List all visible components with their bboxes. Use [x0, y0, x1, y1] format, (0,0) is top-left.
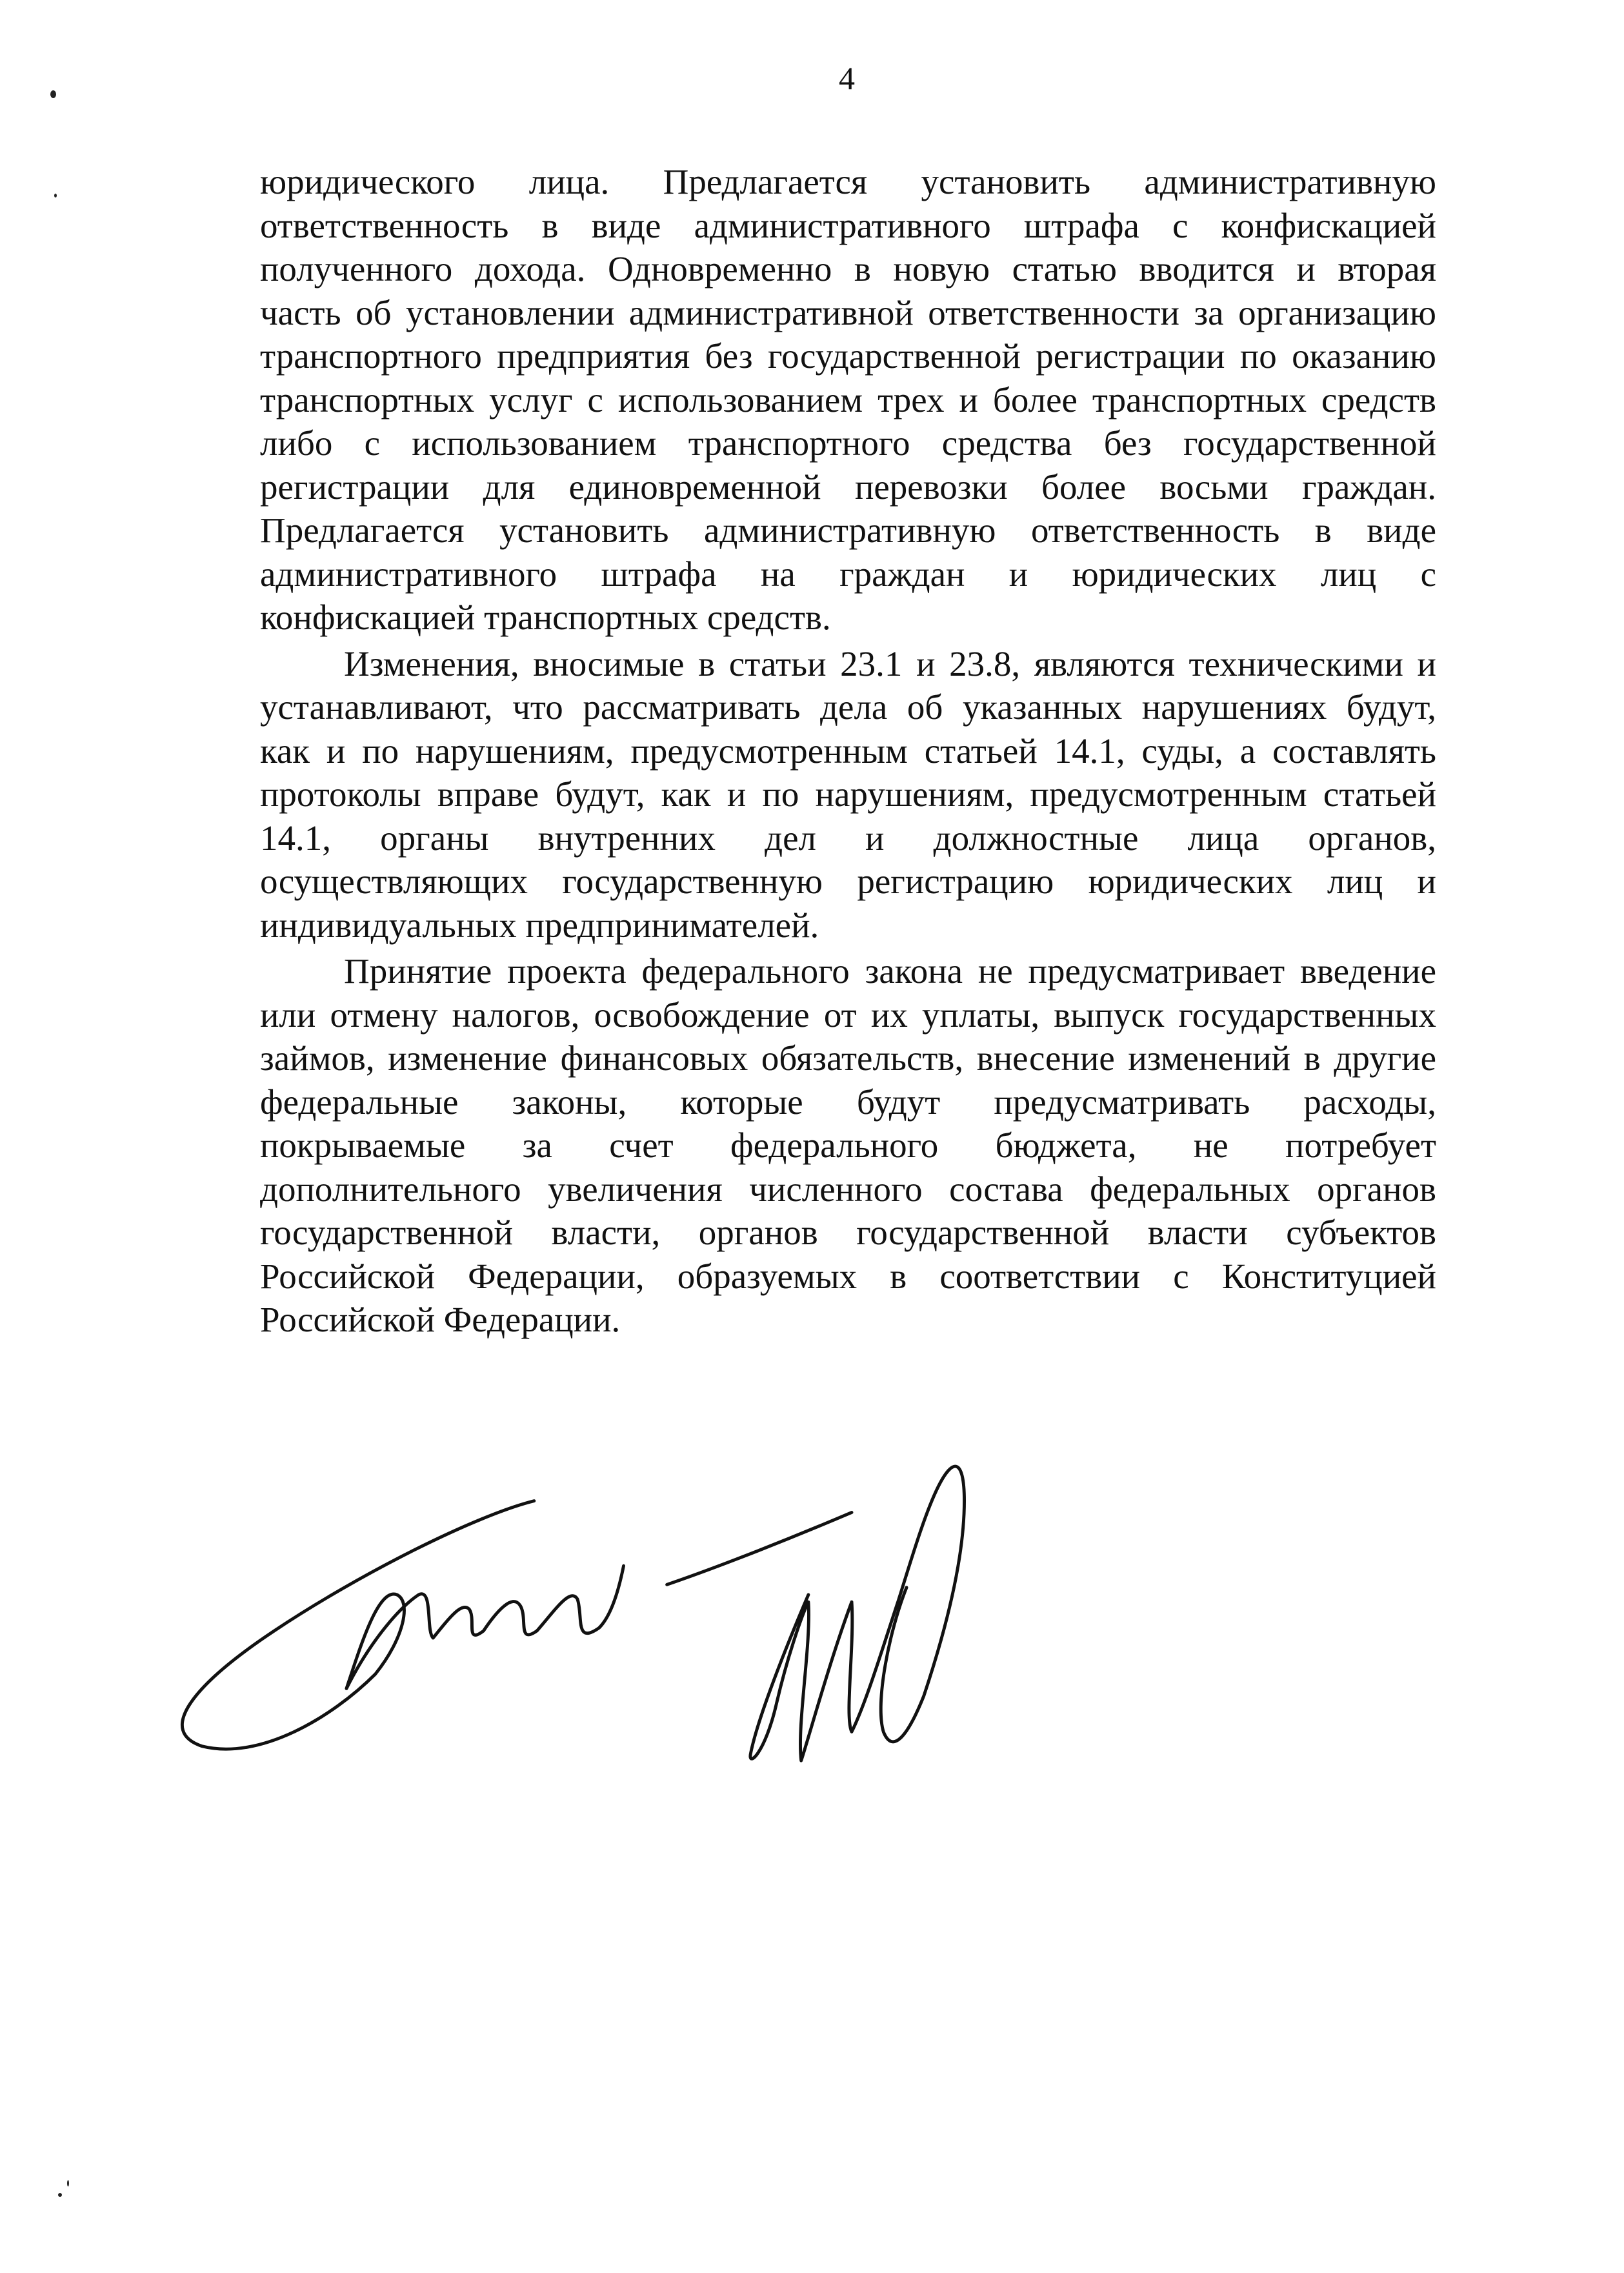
- text-line: как и по нарушениям, предусмотренным статьей 14.1, суды, а составлять: [260, 731, 1436, 771]
- text-line: осуществляющих государственную регистрацию юридических лиц и: [260, 862, 1436, 901]
- paragraph: [260, 642, 1436, 947]
- text-line: протоколы вправе будут, как и по нарушениям, предусмотренным статьей: [260, 774, 1436, 814]
- page-number: 4: [839, 60, 855, 96]
- text-line: регистрации для единовременной перевозки более восьми граждан.: [260, 467, 1436, 507]
- text-line: либо с использованием транспортного средства без государственной: [260, 423, 1436, 463]
- scan-speck: [58, 2193, 62, 2197]
- scan-speck: [50, 90, 56, 98]
- paragraph: [260, 949, 1436, 1342]
- text-line: Изменения, вносимые в статьи 23.1 и 23.8, являются техническими и: [344, 643, 1436, 683]
- text-line: Российской Федерации.: [260, 1300, 621, 1339]
- text-line: покрываемые за счет федерального бюджета, не потребует: [260, 1126, 1436, 1165]
- signature-stroke-right: [750, 1466, 965, 1761]
- scan-speck: [67, 2180, 69, 2187]
- text-line: Принятие проекта федерального закона не предусматривает введение: [344, 951, 1436, 991]
- text-line: полученного дохода. Одновременно в новую статью вводится и вторая: [260, 249, 1436, 288]
- text-line: или отмену налогов, освобождение от их уплаты, выпуск государственных: [260, 995, 1436, 1035]
- text-line: устанавливают, что рассматривать дела об указанных нарушениях будут,: [260, 687, 1436, 727]
- text-line: займов, изменение финансовых обязательств, внесение изменений в другие: [260, 1038, 1436, 1078]
- scan-speck: [54, 194, 57, 197]
- text-line: Предлагается установить административную ответственность в виде: [260, 510, 1436, 550]
- text-line: транспортного предприятия без государственной регистрации по оказанию: [260, 336, 1436, 376]
- text-line: государственной власти, органов государственной власти субъектов: [260, 1213, 1436, 1252]
- text-line: Российской Федерации, образуемых в соответствии с Конституцией: [260, 1256, 1436, 1296]
- text-line: индивидуальных предпринимателей.: [260, 905, 819, 945]
- text-line: 14.1, органы внутренних дел и должностные лица органов,: [260, 818, 1436, 858]
- text-line: административного штрафа на граждан и юридических лиц с: [260, 554, 1436, 594]
- document-body: [260, 160, 1436, 1342]
- signature-stroke-left: [182, 1501, 623, 1750]
- text-line: юридического лица. Предлагается установить административную: [260, 162, 1436, 201]
- text-line: транспортных услуг с использованием трех и более транспортных средств: [260, 379, 1436, 419]
- text-line: часть об установлении административной ответственности за организацию: [260, 292, 1436, 332]
- text-line: дополнительного увеличения численного состава федеральных органов: [260, 1169, 1436, 1209]
- signature-stroke-dash: [667, 1513, 852, 1585]
- paragraph: [260, 160, 1436, 640]
- text-line: ответственность в виде административного штрафа с конфискацией: [260, 205, 1436, 245]
- text-line: конфискацией транспортных средств.: [260, 598, 831, 637]
- text-line: федеральные законы, которые будут предусматривать расходы,: [260, 1082, 1436, 1122]
